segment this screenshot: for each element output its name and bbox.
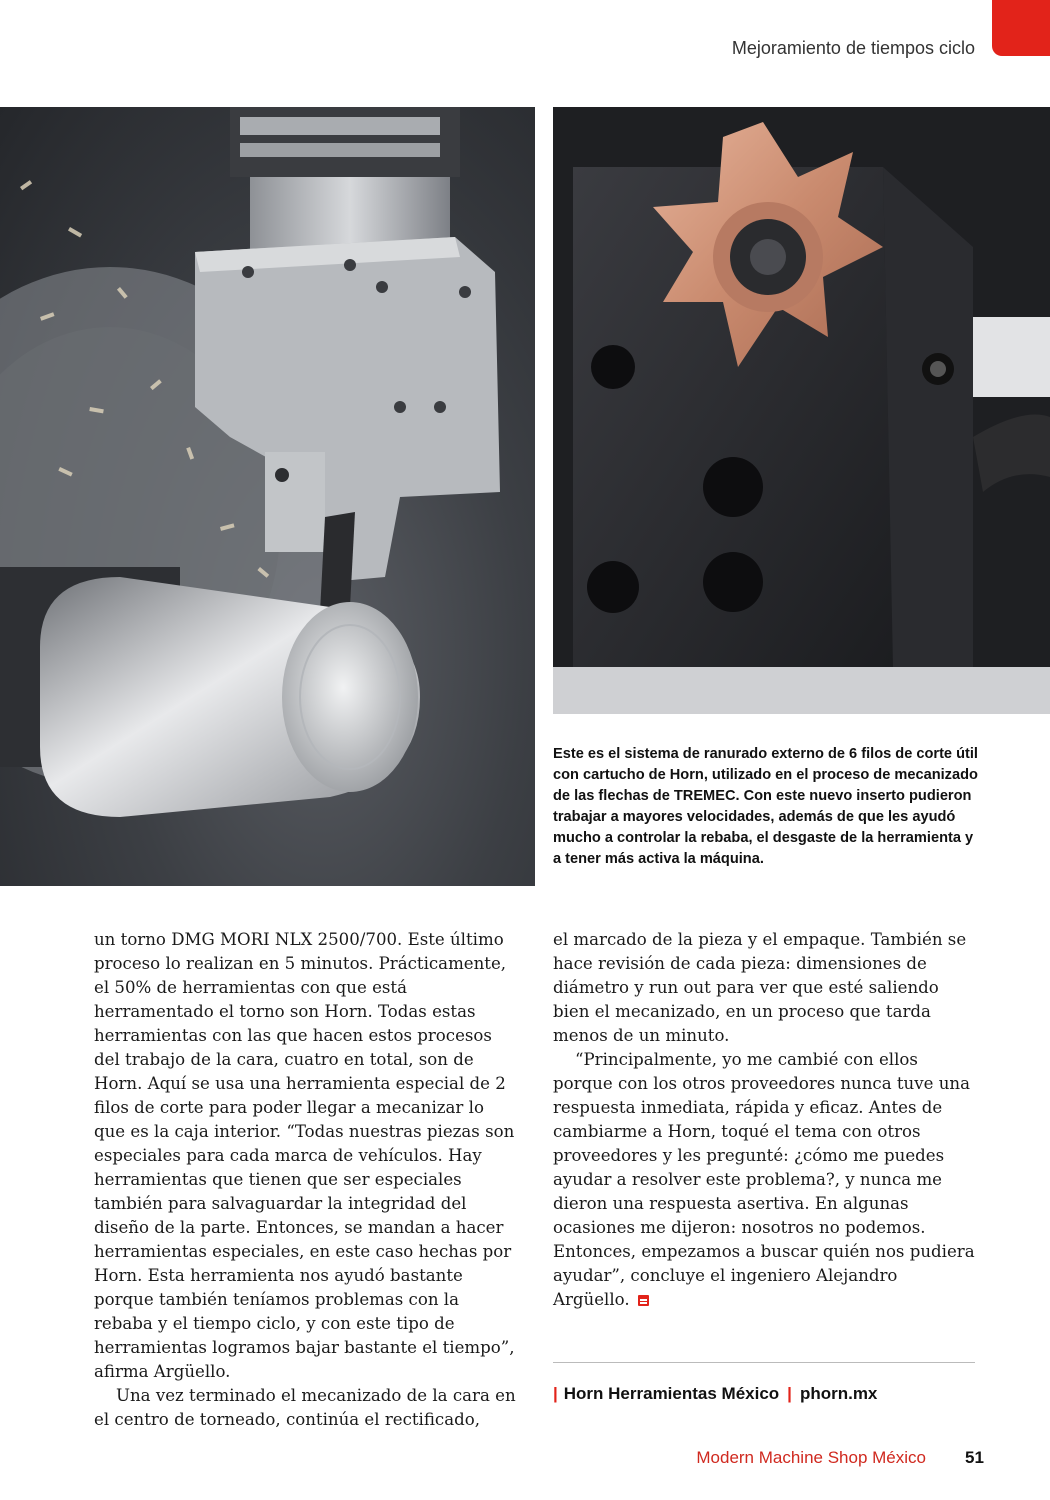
contact-website-link[interactable]: phorn.mx bbox=[799, 1384, 878, 1403]
photo-caption: Este es el sistema de ranurado externo de 6 filos de corte útil con cartucho de Horn, utilizado en el proceso de mecanizado de las flechas de TREMEC. Con este nuevo inserto pudieron trabajar a mayores velocidades, además de que les ayudó mucho a controlar la rebaba, el desgaste de la herramienta y a tener más activa la máquina. bbox=[553, 746, 978, 867]
contact-separator-icon: | bbox=[787, 1384, 792, 1403]
article-column-right bbox=[553, 928, 978, 1312]
article-paragraph: Una vez terminado el mecanizado de la cara en el centro de torneado, continúa el rectificado, bbox=[94, 1386, 516, 1429]
lathe-turning-tool-photo bbox=[0, 107, 535, 886]
article-column-left bbox=[94, 928, 519, 1432]
article-paragraph: el marcado de la pieza y el empaque. También se hace revisión de cada pieza: dimensiones de diámetro y run out para ver que esté saliendo bien el mecanizado, en un proceso que tarda menos de un minuto. bbox=[553, 930, 967, 1045]
section-tab bbox=[992, 0, 1050, 56]
contact-line bbox=[553, 1384, 877, 1404]
footer-publication: Modern Machine Shop México bbox=[696, 1448, 926, 1467]
section-title: Mejoramiento de tiempos ciclo bbox=[731, 38, 975, 58]
contact-company: Horn Herramientas México bbox=[563, 1384, 780, 1403]
end-of-article-icon bbox=[638, 1295, 649, 1306]
article-paragraph-closing bbox=[553, 1048, 978, 1312]
contact-divider bbox=[553, 1362, 975, 1363]
article-paragraph: un torno DMG MORI NLX 2500/700. Este último proceso lo realizan en 5 minutos. Prácticamente, el 50% de herramientas con que está herramentado el torno son Horn. Todas estas herramientas con las que hacen estos procesos del trabajo de la cara, cuatro en total, son de Horn. Aquí se usa una herramienta especial de 2 filos de corte para poder llegar a mecanizar lo que es la caja interior. “Todas nuestras piezas son especiales para cada marca de vehículos. Hay herramientas que tienen que ser especiales también para salvaguardar la integridad del diseño de la parte. Entonces, se mandan a hacer herramientas especiales, en este caso hechas por Horn. Esta herramienta nos ayudó bastante porque también teníamos problemas con la rebaba y el tiempo ciclo, y con este tipo de herramientas logramos bajar bastante el tiempo”, afirma Argüello. bbox=[94, 930, 515, 1381]
contact-bar-icon: | bbox=[553, 1384, 558, 1403]
article-paragraph-text: “Principalmente, yo me cambié con ellos porque con los otros proveedores nunca tuve una respuesta inmediata, rápida y eficaz. Antes de cambiarme a Horn, toqué el tema con otros proveedores y les pregunté: ¿cómo me puedes ayudar a resolver este problema?, y nunca me dieron una respuesta asertiva. En algunas ocasiones me dijeron: nosotros no podemos. Entonces, empezamos a buscar quién nos pudiera ayudar”, concluye el ingeniero Alejandro Argüello. bbox=[553, 1050, 975, 1309]
grooving-insert-cartridge-photo bbox=[553, 107, 1050, 714]
page-number: 51 bbox=[965, 1448, 984, 1467]
